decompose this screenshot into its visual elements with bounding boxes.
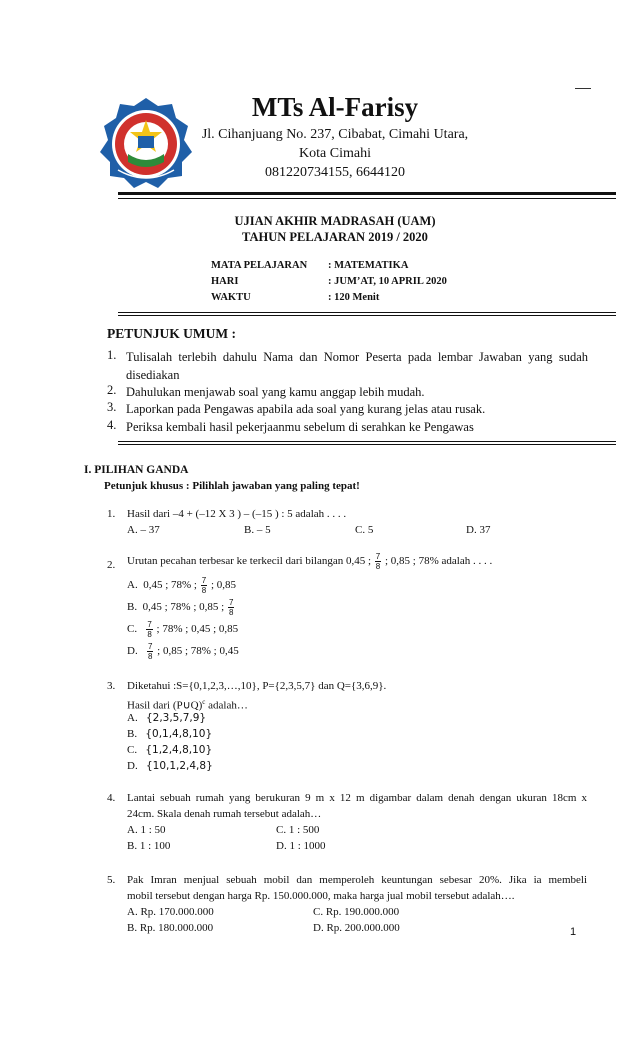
rule-petunjuk-top-1 xyxy=(118,312,616,313)
q4-option-a: A. 1 : 50 xyxy=(127,824,166,836)
q2-b-fraction: $\frac{7}{8}$ xyxy=(228,598,234,617)
petunjuk-item-1-line2: disediakan xyxy=(126,368,180,382)
rule-petunjuk-top-2 xyxy=(118,315,616,316)
q3-option-d: D. {10,1,2,4,8} xyxy=(127,760,213,772)
meta-value-time: : 120 Menit xyxy=(328,292,380,303)
q4-number: 4. xyxy=(107,792,116,804)
address-line-2: Kota Cimahi xyxy=(299,146,371,161)
petunjuk-item-4: Periksa kembali hasil pekerjaanmu sebelum di serahkan ke Pengawas xyxy=(126,420,474,434)
q2-d-fraction: $\frac{7}{8}$ xyxy=(147,642,153,661)
q2-option-d: D. $\frac{7}{8}$ ; 0,85 ; 78% ; 0,45 xyxy=(127,642,239,661)
q3-text-line1: Diketahui :S={0,1,2,3,…,10}, P={2,3,5,7} dan Q={3,6,9}. xyxy=(127,680,387,692)
q3-number: 3. xyxy=(107,680,116,692)
rule-petunjuk-bottom-2 xyxy=(118,444,616,445)
q5-option-c: C. Rp. 190.000.000 xyxy=(313,906,400,918)
q1-option-b: B. – 5 xyxy=(244,524,271,536)
address-line-1: Jl. Cihanjuang No. 237, Cibabat, Cimahi Utara, xyxy=(201,127,469,142)
section-instruction: Petunjuk khusus : Pilihlah jawaban yang paling tepat! xyxy=(104,480,360,492)
q1-option-c: C. 5 xyxy=(355,524,374,536)
q1-option-d: D. 37 xyxy=(466,524,491,536)
exam-year: TAHUN PELAJARAN 2019 / 2020 xyxy=(242,230,428,244)
q5-text-line2: mobil tersebut dengan harga Rp. 150.000.000, maka harga jual mobil tersebut adalah…. xyxy=(127,890,515,902)
q2-option-c: C. $\frac{7}{8}$ ; 78% ; 0,45 ; 0,85 xyxy=(127,620,239,639)
meta-label-subject: MATA PELAJARAN xyxy=(211,260,308,271)
meta-value-day: : JUM’AT, 10 APRIL 2020 xyxy=(328,276,447,287)
q5-option-b: B. Rp. 180.000.000 xyxy=(127,922,214,934)
q2-fraction: $\frac{7}{8}$ xyxy=(375,552,381,571)
school-logo xyxy=(98,96,194,192)
section-heading: I. PILIHAN GANDA xyxy=(84,464,189,476)
q2-text xyxy=(127,552,587,571)
petunjuk-heading: PETUNJUK UMUM : xyxy=(107,326,236,341)
meta-label-day: HARI xyxy=(211,276,239,287)
q3-option-b: B. {0,1,4,8,10} xyxy=(127,728,213,740)
q2-text-before: Urutan pecahan terbesar ke terkecil dari bilangan 0,45 ; xyxy=(127,555,372,568)
header-rule-thin xyxy=(118,198,616,199)
petunjuk-item-2: Dahulukan menjawab soal yang kamu anggap lebih mudah. xyxy=(126,385,425,399)
q2-number: 2. xyxy=(107,559,116,571)
corner-mark xyxy=(575,88,591,89)
q2-text-after: ; 0,85 ; 78% adalah . . . . xyxy=(384,555,493,568)
q5-number: 5. xyxy=(107,874,116,886)
q5-text-line1: Pak Imran menjual sebuah mobil dan memperoleh keuntungan sebesar 20%. Jika ia membeli xyxy=(127,874,587,886)
q3-option-a: A. {2,3,5,7,9} xyxy=(127,712,207,724)
exam-title: UJIAN AKHIR MADRASAH (UAM) xyxy=(234,214,436,228)
q3-text-line2: Hasil dari (P∪Q)$^c$ adalah… xyxy=(127,698,248,712)
q1-option-a: A. – 37 xyxy=(127,524,160,536)
meta-label-time: WAKTU xyxy=(211,292,251,303)
school-name: MTs Al-Farisy xyxy=(251,92,419,122)
petunjuk-num-2: 2. xyxy=(107,383,117,397)
q2-option-a: A. 0,45 ; 78% ; $\frac{7}{8}$ ; 0,85 xyxy=(127,576,236,595)
q4-option-d: D. 1 : 1000 xyxy=(276,840,326,852)
petunjuk-item-1-line1: Tulisalah terlebih dahulu Nama dan Nomor Peserta pada lembar Jawaban yang sudah xyxy=(126,350,588,364)
petunjuk-num-4: 4. xyxy=(107,418,117,432)
q4-text-line1: Lantai sebuah rumah yang berukuran 9 m x 12 m digambar dalam denah dengan ukuran 18cm x xyxy=(127,792,587,804)
rule-petunjuk-bottom-1 xyxy=(118,441,616,442)
q2-a-fraction: $\frac{7}{8}$ xyxy=(201,576,207,595)
q2-c-fraction: $\frac{7}{8}$ xyxy=(147,620,152,639)
q4-option-b: B. 1 : 100 xyxy=(127,840,171,852)
phone-numbers: 081220734155, 6644120 xyxy=(265,165,405,180)
petunjuk-num-3: 3. xyxy=(107,400,117,414)
petunjuk-num-1: 1. xyxy=(107,348,117,362)
q1-number: 1. xyxy=(107,508,116,520)
q3-option-c: C. {1,2,4,8,10} xyxy=(127,744,213,756)
q5-option-a: A. Rp. 170.000.000 xyxy=(127,906,214,918)
q4-text-line2: 24cm. Skala denah rumah tersebut adalah… xyxy=(127,808,322,820)
q2-option-b: B. 0,45 ; 78% ; 0,85 ; $\frac{7}{8}$ xyxy=(127,598,234,617)
petunjuk-item-3: Laporkan pada Pengawas apabila ada soal yang kurang jelas atau rusak. xyxy=(126,402,486,416)
q1-text: Hasil dari –4 + (–12 X 3 ) – (–15 ) : 5 adalah . . . . xyxy=(127,508,347,520)
page-number: 1 xyxy=(570,926,577,938)
meta-value-subject: : MATEMATIKA xyxy=(328,260,409,271)
header-rule-thick xyxy=(118,192,616,195)
q5-option-d: D. Rp. 200.000.000 xyxy=(313,922,400,934)
petunjuk-item-1 xyxy=(126,348,588,384)
q4-option-c: C. 1 : 500 xyxy=(276,824,320,836)
